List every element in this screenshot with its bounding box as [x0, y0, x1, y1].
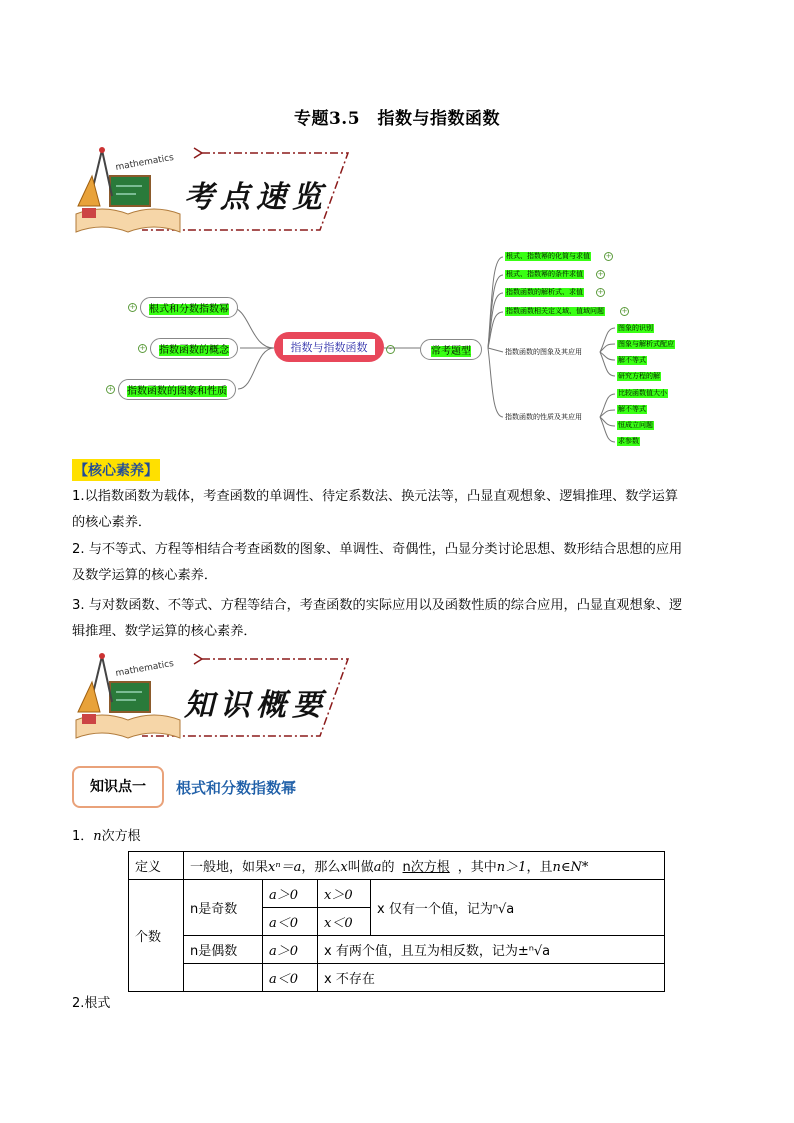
def-text: ，其中 [457, 860, 497, 875]
core-line: 及数学运算的核心素养． [72, 568, 218, 583]
core-line: 1.以指数函数为载体，考查函数的单调性、待定系数法、换元法等，凸显直观想象、逻辑推理、数学运算 [72, 489, 679, 504]
mindmap-left-label: 根式和分数指数幂 [149, 304, 229, 315]
core-line: 辑推理、数学运算的核心素养． [72, 624, 257, 639]
mindmap-branch: 指数函数的解析式、求值 [506, 288, 583, 296]
core-paragraph-1 [72, 484, 732, 536]
def-text: ，且 [526, 860, 553, 875]
table-cell: 定义 [129, 852, 184, 880]
def-text: ，那么 [301, 860, 341, 875]
core-paragraph-3 [72, 593, 732, 645]
table-cell: 个数 [129, 880, 184, 992]
core-line: 3. 与对数函数、不等式、方程等结合，考查函数的实际应用以及函数性质的综合应用，凸显直观想象、逻 [72, 598, 683, 613]
table-cell [184, 964, 263, 992]
knowledge-point-title: 根式和分数指数幂 [176, 779, 297, 797]
expand-icon[interactable]: + [107, 385, 114, 393]
mindmap-branch: 指数函数相关定义域、值域问题 [506, 307, 604, 315]
table-cell: a＞0 [263, 880, 318, 908]
mindmap-leaf: 图象与解析式配应 [618, 340, 674, 348]
section-banner-knowledge [72, 652, 362, 742]
mindmap-leaf: 比较函数值大小 [618, 389, 667, 397]
mindmap-leaf: 研究方程的解 [618, 372, 660, 380]
mindmap-leaf: 解不等式 [618, 405, 646, 413]
section-var: n [93, 829, 102, 844]
banner-title: 知识概要 [184, 688, 328, 723]
section-heading [72, 825, 141, 844]
table-cell: a＞0 [263, 936, 318, 964]
section-text: 次方根 [101, 829, 141, 844]
mindmap-leaf: 解不等式 [618, 356, 646, 364]
table-cell: a＜0 [263, 964, 318, 992]
table-cell: x 不存在 [318, 964, 665, 992]
expand-icon[interactable]: + [139, 344, 146, 352]
table-cell: x＞0 [318, 880, 371, 908]
def-cond: n∈N* [552, 860, 589, 875]
banner-title: 考点速览 [184, 180, 328, 215]
mindmap-branch: 指数函数的性质及其应用 [505, 413, 582, 421]
core-line: 的核心素养． [72, 515, 152, 530]
def-text: 的 [381, 860, 395, 875]
mindmap-hub-label: 常考题型 [431, 346, 471, 357]
mindmap-hub-node [420, 339, 482, 360]
collapse-icon[interactable]: - [386, 345, 395, 354]
table-cell: x＜0 [318, 908, 371, 936]
mindmap-branch: 根式、指数幂的化简与求值 [506, 252, 590, 260]
expand-icon[interactable]: + [597, 270, 604, 278]
table-cell: x 仅有一个值，记为ⁿ√a [371, 880, 665, 936]
def-x: x [340, 860, 348, 875]
mindmap-left-node [150, 338, 238, 359]
svg-text:mathematics: mathematics [114, 658, 175, 679]
mindmap-left-node [118, 379, 236, 400]
mindmap-left-label: 指数函数的图象和性质 [127, 386, 227, 397]
mindmap-left-label: 指数函数的概念 [159, 345, 229, 356]
expand-icon[interactable]: + [597, 288, 604, 296]
mindmap-center-label: 指数与指数函数 [283, 339, 375, 355]
section-number: 1． [72, 829, 94, 844]
mindmap-leaf: 图象的识别 [618, 324, 653, 332]
definition-cell [184, 852, 665, 880]
section-banner-overview [72, 146, 362, 236]
core-heading: 【核心素养】 [72, 459, 160, 481]
core-line: 2. 与不等式、方程等相结合考查函数的图象、单调性、奇偶性，凸显分类讨论思想、数形结合思想的应用 [72, 542, 683, 557]
def-text: 叫做 [347, 860, 374, 875]
table-cell: n是偶数 [184, 936, 263, 964]
expand-icon[interactable]: + [621, 307, 628, 315]
table-cell: x 有两个值，且互为相反数，记为±ⁿ√a [318, 936, 665, 964]
table-cell: a＜0 [263, 908, 318, 936]
mindmap-center-node [274, 332, 384, 362]
mindmap-left-node [140, 297, 238, 318]
page-title: 专题3.5 指数与指数函数 [293, 109, 501, 129]
knowledge-point-label: 知识点一 [72, 766, 164, 808]
expand-icon[interactable]: + [129, 303, 136, 311]
def-text: 一般地，如果 [190, 860, 269, 875]
section-heading: 2.根式 [72, 996, 111, 1011]
mindmap-branch: 指数函数的图象及其应用 [505, 348, 582, 356]
table-cell: n是奇数 [184, 880, 263, 936]
def-eq: xⁿ＝a [268, 860, 302, 875]
nth-root-table [128, 851, 665, 992]
mindmap-branch: 根式、指数幂的条件求值 [506, 270, 583, 278]
svg-text:mathematics: mathematics [114, 152, 175, 173]
mindmap-leaf: 恒成立问题 [618, 421, 653, 429]
core-paragraph-2 [72, 537, 732, 589]
def-blank: n次方根 [402, 860, 450, 875]
def-a: a [373, 860, 382, 875]
expand-icon[interactable]: + [605, 252, 612, 260]
def-cond: n＞1 [496, 860, 527, 875]
mindmap-leaf: 求参数 [618, 437, 639, 445]
